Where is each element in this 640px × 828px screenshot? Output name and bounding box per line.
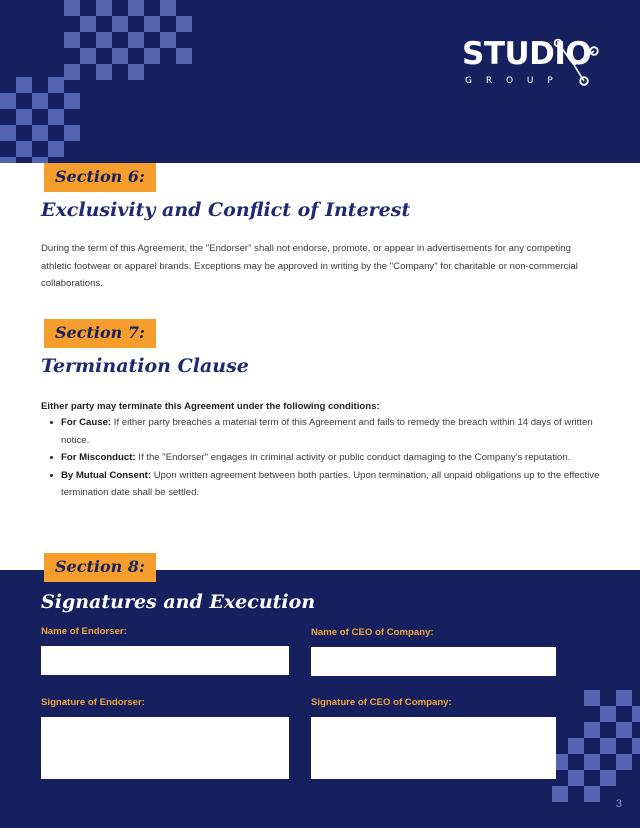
signature-of-endorser-input[interactable] xyxy=(41,717,289,779)
label-name-of-ceo: Name of CEO of Company: xyxy=(311,627,434,638)
section-6-paragraph: During the term of this Agreement, the "Endorser" shall not endorse, promote, or appear in advertisements for any competing athletic footwear or apparel brands. Exceptions may be approved in writing by the "Company" for charitable or non-commercial collaborations. xyxy=(41,243,578,289)
list-item xyxy=(61,449,609,467)
section-7-badge: Section 7: xyxy=(44,319,156,348)
label-signature-of-endorser: Signature of Endorser: xyxy=(41,697,145,708)
checker-pattern-bottom-right xyxy=(552,690,640,802)
name-of-endorser-input[interactable] xyxy=(41,646,289,675)
signature-panel xyxy=(0,570,640,828)
list-item xyxy=(61,467,609,502)
section-6-badge: Section 6: xyxy=(44,163,156,192)
logo-subtitle: G R O U P xyxy=(465,76,559,86)
bullet-term: By Mutual Consent: xyxy=(61,469,152,481)
logo-wordmark: STUDIO xyxy=(462,36,592,72)
label-name-of-endorser: Name of Endorser: xyxy=(41,626,127,637)
termination-conditions-list xyxy=(44,414,609,502)
signature-of-ceo-input[interactable] xyxy=(311,717,556,779)
network-nodes-icon xyxy=(542,31,606,98)
bullet-text: Upon written agreement between both parties. Upon termination, all unpaid obligations up to the effective termination date shall be settled. xyxy=(61,469,600,498)
label-signature-of-ceo: Signature of CEO of Company: xyxy=(311,697,452,708)
bullet-text: If the "Endorser" engages in criminal activity or public conduct damaging to the Company's reputation. xyxy=(135,452,571,463)
section-7-title: Termination Clause xyxy=(41,355,249,377)
brand-logo xyxy=(462,35,602,97)
name-of-ceo-input[interactable] xyxy=(311,647,556,676)
page-header-band xyxy=(0,0,640,163)
bullet-text: If either party breaches a material term of this Agreement and fails to remedy the breach within 14 days of written notice. xyxy=(61,417,593,446)
section-8-title: Signatures and Execution xyxy=(41,591,316,613)
section-6-title: Exclusivity and Conflict of Interest xyxy=(41,199,411,221)
section-8-badge: Section 8: xyxy=(44,553,156,582)
page-number: 3 xyxy=(615,798,622,810)
list-item xyxy=(61,414,609,449)
bullet-term: For Cause: xyxy=(61,417,112,428)
section-7-lead: Either party may terminate this Agreement under the following conditions: xyxy=(41,401,380,412)
bullet-term: For Misconduct: xyxy=(61,452,136,463)
checker-pattern-lower xyxy=(0,77,96,163)
